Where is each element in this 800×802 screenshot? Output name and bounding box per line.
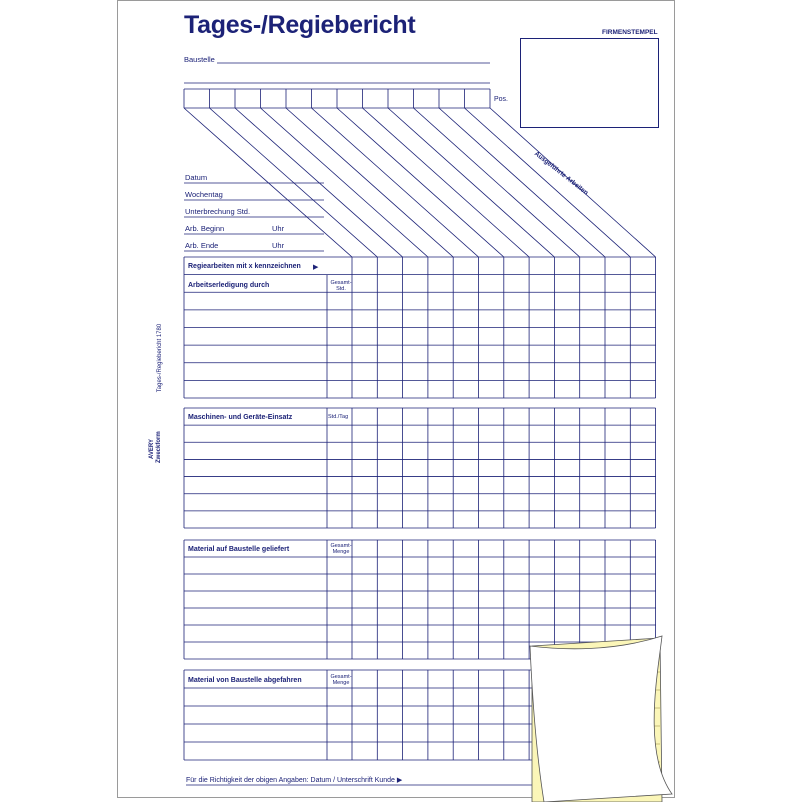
datum-label: Datum bbox=[185, 173, 208, 182]
regie-arrow-icon: ▶ bbox=[313, 264, 319, 271]
form-title: Tages-/Regiebericht bbox=[184, 11, 416, 39]
rule-line-24 bbox=[261, 108, 428, 257]
rule-line-40 bbox=[465, 108, 631, 257]
stamp-label: FIRMENSTEMPEL bbox=[602, 29, 658, 36]
rule-line-28 bbox=[312, 108, 479, 257]
footer-signature-label: Für die Richtigkeit der obigen Angaben: Datum / Unterschrift Kunde ▶ bbox=[186, 777, 403, 784]
rule-line-20 bbox=[210, 108, 378, 257]
rule-line-22 bbox=[235, 108, 403, 257]
pos-label: Pos. bbox=[494, 96, 509, 103]
rule-line-36 bbox=[414, 108, 580, 257]
rule-line-26 bbox=[286, 108, 453, 257]
arbeit-col-label: Gesamt-Std. bbox=[330, 280, 352, 292]
maschinen-col-label: Std./Tag bbox=[328, 414, 349, 420]
regie-label: Regiearbeiten mit x kennzeichnen bbox=[188, 263, 301, 270]
baustelle-label: Baustelle bbox=[184, 55, 215, 64]
maschinen-label: Maschinen- und Geräte-Einsatz bbox=[188, 414, 293, 421]
arb-beginn-label: Arb. Beginn bbox=[185, 224, 225, 233]
unterbrechung-label: Unterbrechung Std. bbox=[185, 207, 251, 216]
rule-line-32 bbox=[363, 108, 530, 257]
arbeit-label: Arbeitserledigung durch bbox=[188, 282, 270, 289]
diagonal-header-label: Ausgeführte Arbeiten bbox=[532, 150, 590, 197]
material-abgefahren-col-label: Gesamt-Menge bbox=[330, 674, 352, 686]
avery-logo: AVERY Zweckform bbox=[149, 431, 162, 463]
uhr-label-2: Uhr bbox=[272, 241, 285, 250]
rule-line-18 bbox=[184, 108, 352, 257]
yellow-copy-corner bbox=[522, 632, 682, 802]
rule-line-38 bbox=[439, 108, 605, 257]
material-geliefert-label: Material auf Baustelle geliefert bbox=[188, 546, 290, 553]
material-abgefahren-label: Material von Baustelle abgefahren bbox=[188, 677, 302, 684]
arb-ende-label: Arb. Ende bbox=[185, 241, 219, 250]
wochentag-label: Wochentag bbox=[185, 190, 223, 199]
uhr-label-1: Uhr bbox=[272, 224, 285, 233]
rule-line-30 bbox=[337, 108, 504, 257]
rule-line-34 bbox=[388, 108, 554, 257]
side-form-number: Tages-/Regiebericht 1780 bbox=[157, 323, 163, 393]
rule-line-42 bbox=[490, 108, 656, 257]
material-geliefert-col-label: Gesamt-Menge bbox=[330, 543, 352, 555]
